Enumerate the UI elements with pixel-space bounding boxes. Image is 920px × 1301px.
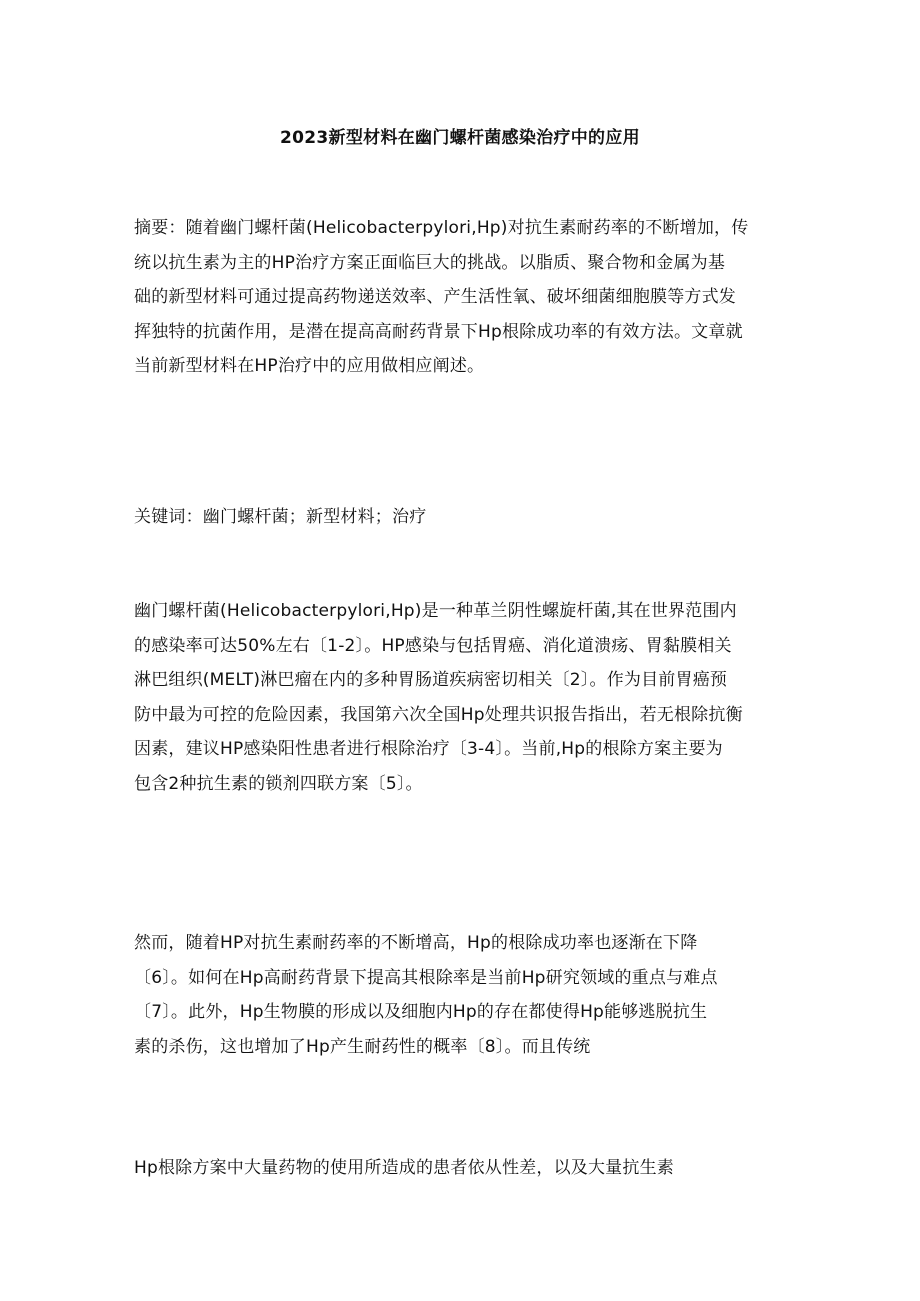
intro-line: 淋巴组织(MELT)淋巴瘤在内的多种胃肠道疾病密切相关〔2〕。作为目前胃癌预: [134, 670, 728, 690]
abstract-line: 挥独特的抗菌作用，是潜在提高高耐药背景下Hp根除成功率的有效方法。文章就: [134, 321, 743, 342]
intro-line: 包含2种抗生素的锁剂四联方案〔5〕。: [134, 773, 423, 794]
abstract-line: 统以抗生素为主的HP治疗方案正面临巨大的挑战。以脂质、聚合物和金属为基: [134, 252, 726, 273]
abstract-line: 当前新型材料在HP治疗中的应用做相应阐述。: [134, 356, 485, 376]
resistance-paragraph: [134, 926, 794, 1064]
intro-line: 因素，建议HP感染阳性患者进行根除治疗〔3-4〕。当前,Hp的根除方案主要为: [134, 739, 723, 759]
resistance-line: 〔7〕。此外，Hp生物膜的形成以及细胞内Hp的存在都使得Hp能够逃脱抗生: [134, 1002, 708, 1022]
document-title: 2023新型材料在幽门螺杆菌感染治疗中的应用: [280, 128, 640, 148]
intro-line: 防中最为可控的危险因素，我国第六次全国Hp处理共识报告指出，若无根除抗衡: [134, 704, 743, 725]
abstract-paragraph: [134, 211, 794, 384]
intro-line: 的感染率可达50%左右〔1-2〕。HP感染与包括胃癌、消化道溃疡、胃黏膜相关: [134, 635, 732, 656]
abstract-line: 摘要：随着幽门螺杆菌(Helicobacterpylori,Hp)对抗生素耐药率的不断增加，传: [134, 218, 749, 238]
intro-line: 幽门螺杆菌(Helicobacterpylori,Hp)是一种革兰阴性螺旋杆菌,其在世界范围内: [134, 601, 737, 621]
continuation-line: Hp根除方案中大量药物的使用所造成的患者依从性差，以及大量抗生素: [134, 1158, 674, 1178]
resistance-line: 素的杀伤，这也增加了Hp产生耐药性的概率〔8〕。而且传统: [134, 1036, 591, 1057]
continuation-paragraph: [134, 1151, 794, 1186]
abstract-line: 础的新型材料可通过提高药物递送效率、产生活性氧、破坏细菌细胞膜等方式发: [134, 287, 736, 307]
resistance-line: 然而，随着HP对抗生素耐药率的不断增高，Hp的根除成功率也逐渐在下降: [134, 933, 698, 953]
intro-paragraph: [134, 594, 794, 801]
keywords-line: 关键词：幽门螺杆菌；新型材料；治疗: [134, 507, 427, 527]
keywords-paragraph: [134, 500, 794, 535]
resistance-line: 〔6〕。如何在Hp高耐药背景下提高其根除率是当前Hp研究领域的重点与难点: [134, 967, 718, 988]
